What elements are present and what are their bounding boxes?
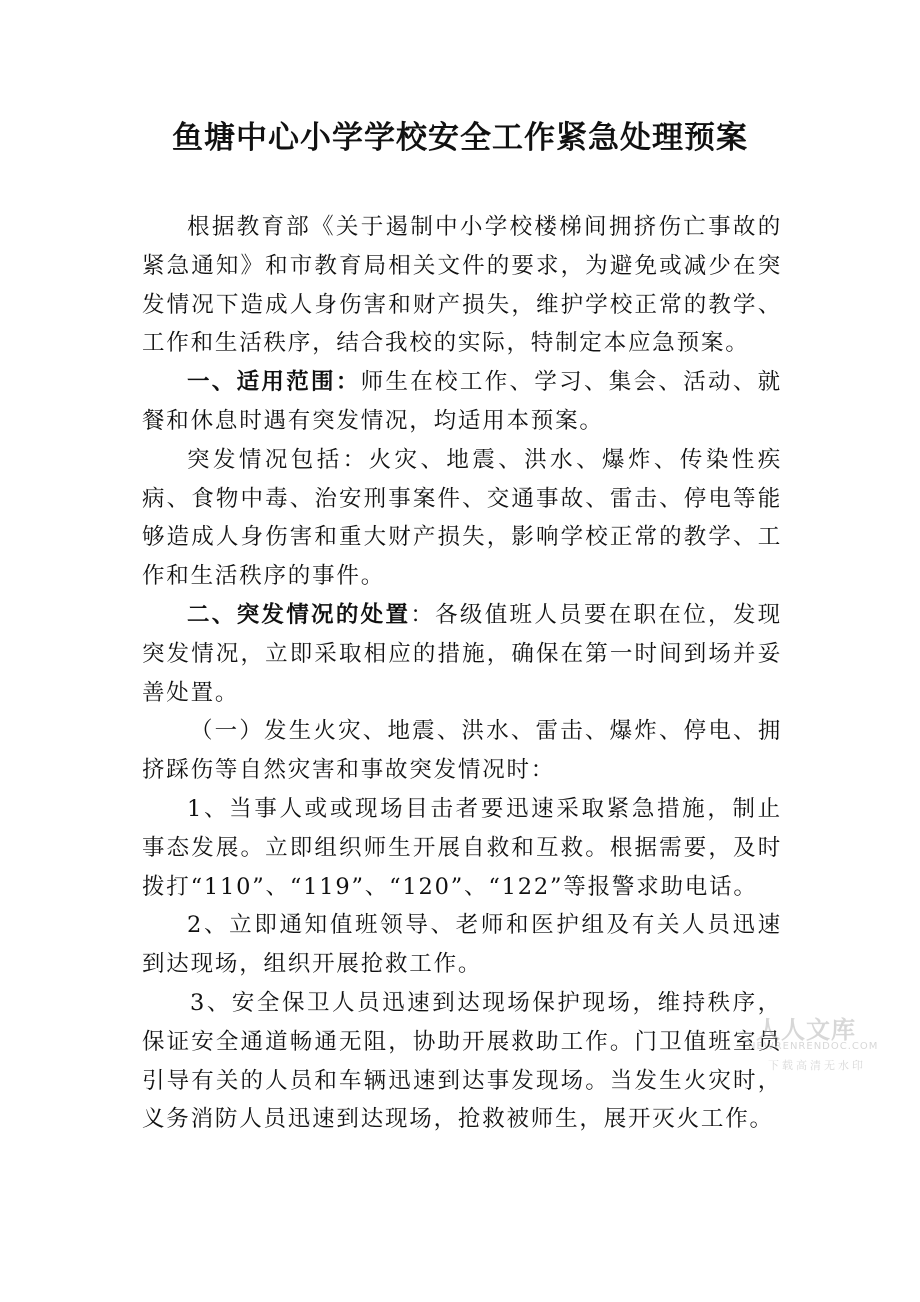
- paragraph-text: 1、当事人或或现场目击者要迅速采取紧急措施，制止事态发展。立即组织师生开展自救和互救。根据需要，及时拨打“110”、“119”、“120”、“122”等报警求助电话。: [142, 795, 782, 900]
- watermark-url: NEWRENRENDOC.COM: [748, 1041, 879, 1052]
- watermark-name: 人人文库: [756, 1016, 856, 1044]
- paragraph-text: 2、立即通知值班领导、老师和医护组及有关人员迅速到达现场，组织开展抢救工作。: [142, 912, 782, 978]
- paragraph-text: 根据教育部《关于遏制中小学校楼梯间拥挤伤亡事故的紧急通知》和市教育局相关文件的要求，为避免或减少在突发情况下造成人身伤害和财产损失，维护学校正常的教学、工作和生活秩序，结合我校的实际，特制定本应急预案。: [142, 214, 782, 357]
- section-heading-scope: 一、适用范围：: [187, 369, 361, 396]
- paragraph-text: 3、安全保卫人员迅速到达现场保护现场，维持秩序，保证安全通道畅通无阻，协助开展救助工作。门卫值班室员引导有关的人员和车辆迅速到达事发现场。当发生火灾时，义务消防人员迅速到达现场，抢救被师生，展开灭火工作。: [142, 989, 782, 1133]
- document-body: [142, 208, 782, 1139]
- paragraph-text: 师生在校工作、学习、集会、活动、就餐和休息时遇有突发情况，均适用本预案。: [142, 369, 782, 434]
- paragraph-item-2: [142, 906, 782, 984]
- section-heading-handling: 二、突发情况的处置: [187, 601, 411, 628]
- paragraph-scope: [142, 363, 782, 441]
- document-title: 鱼塘中心小学学校安全工作紧急处理预案: [172, 120, 748, 156]
- paragraph-item-3: [142, 984, 782, 1139]
- paragraph-text: 突发情况包括：火灾、地震、洪水、爆炸、传染性疾病、食物中毒、治安刑事案件、交通事故、雷击、停电等能够造成人身伤害和重大财产损失，影响学校正常的教学、工作和生活秩序的事件。: [142, 446, 782, 590]
- watermark-tagline: 下载高清无水印: [768, 1059, 866, 1072]
- paragraph-item-1: [142, 790, 782, 906]
- paragraph-text: ：各级值班人员要在职在位，发现突发情况，立即采取相应的措施，确保在第一时间到场并妥善处置。: [142, 601, 782, 706]
- paragraph-intro: [142, 208, 782, 363]
- paragraph-handling: [142, 596, 782, 712]
- paragraph-text: （一）发生火灾、地震、洪水、雷击、爆炸、停电、拥挤踩伤等自然灾害和事故突发情况时：: [142, 718, 782, 784]
- paragraph-subsection-one: [142, 712, 782, 790]
- paragraph-emergencies: [142, 441, 782, 596]
